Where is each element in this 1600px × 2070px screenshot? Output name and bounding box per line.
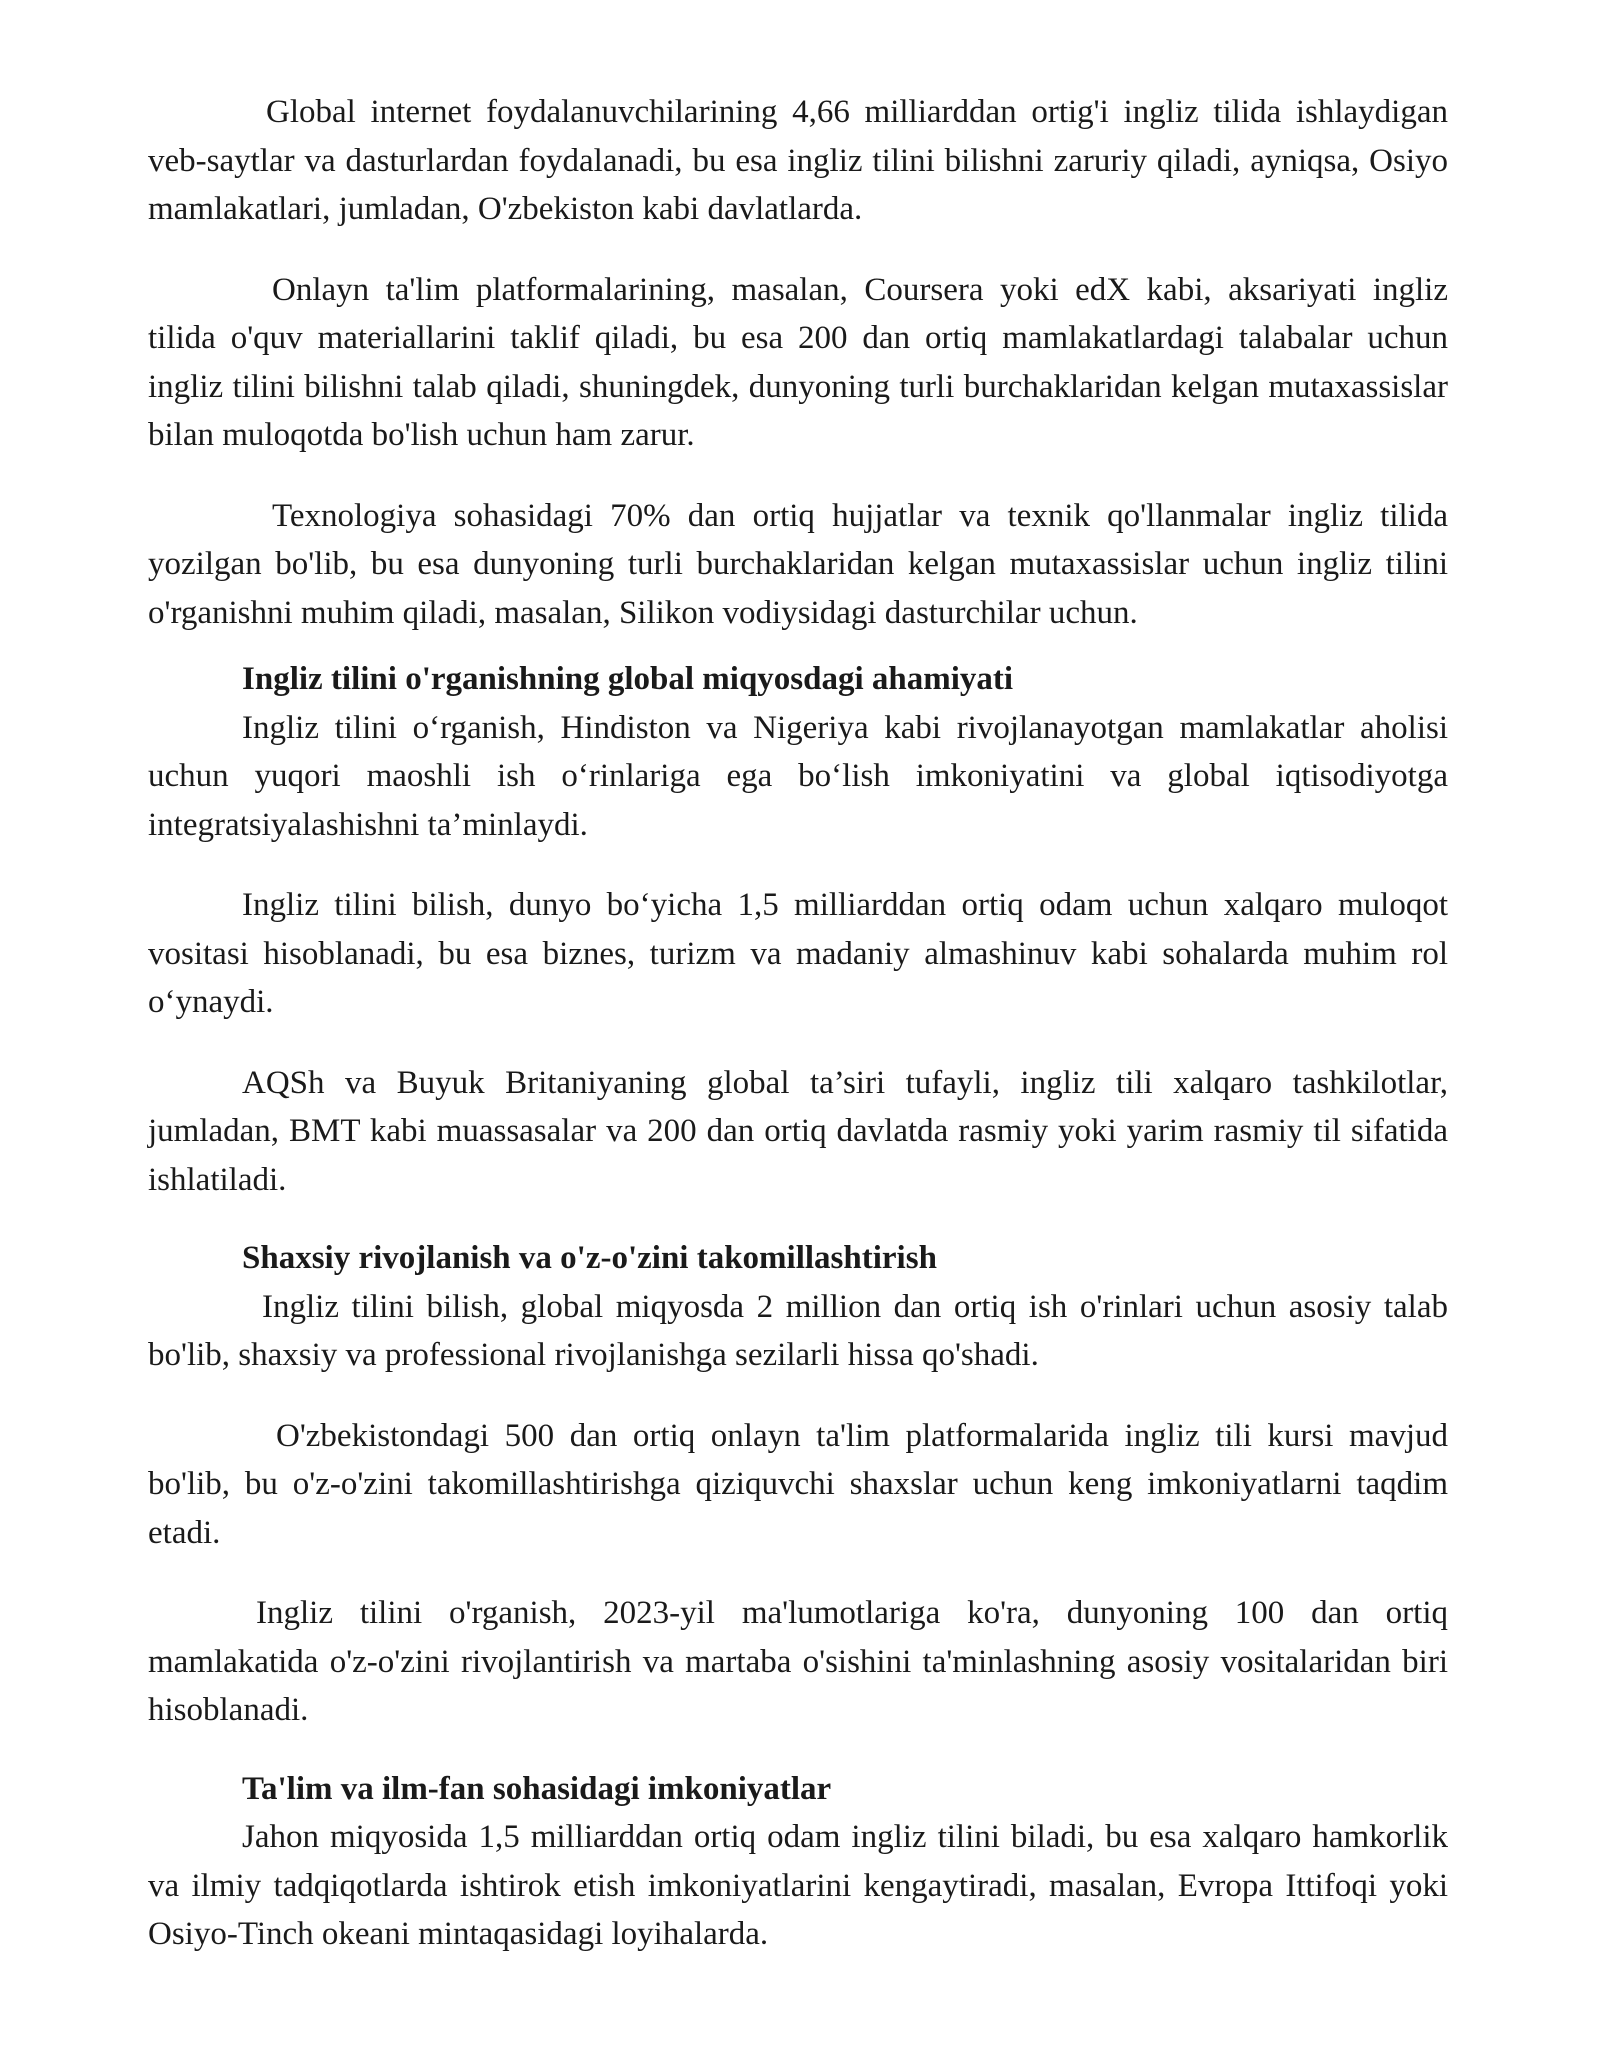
global-paragraph-3: AQSh va Buyuk Britaniyaning global ta’siri tufayli, ingliz tili xalqaro tashkilotlar, jumladan, BMT kabi muassasalar va 200 dan ortiq davlatda rasmiy yoki yarim rasmiy til sifatida ishlatiladi.: [148, 1064, 1448, 1198]
section-heading-personal: Shaxsiy rivojlanish va o'z-o'zini takomillashtirish: [242, 1240, 937, 1276]
personal-paragraph-3: Ingliz tilini o'rganish, 2023-yil ma'lumotlariga ko'ra, dunyoning 100 dan ortiq mamlakatida o'z-o'zini rivojlantirish va martaba o'sishini ta'minlashning asosiy vositalaridan biri hisoblanadi.: [148, 1595, 1448, 1728]
section-heading-global: Ingliz tilini o'rganishning global miqyosdagi ahamiyati: [242, 661, 1014, 697]
intro-paragraph-3: Texnologiya sohasidagi 70% dan ortiq hujjatlar va texnik qo'llanmalar ingliz tilida yozilgan bo'lib, bu esa dunyoning turli burchaklaridan kelgan mutaxassislar uchun ingliz tilini o'rganishni muhim qiladi, masalan, Silikon vodiysidagi dasturchilar uchun.: [148, 497, 1448, 631]
global-paragraph-2: Ingliz tilini bilish, dunyo bo‘yicha 1,5 milliarddan ortiq odam uchun xalqaro muloqot vositasi hisoblanadi, bu esa biznes, turizm va madaniy almashinuv kabi sohalarda muhim rol o‘ynaydi.: [148, 887, 1448, 1020]
document-page: [148, 88, 1448, 1959]
intro-paragraph-1: Global internet foydalanuvchilarining 4,66 milliarddan ortig'i ingliz tilida ishlaydigan veb-saytlar va dasturlardan foydalanadi, bu esa ingliz tilini bilishni zaruriy qiladi, ayniqsa, Osiyo mamlakatlari, jumladan, O'zbekiston kabi davlatlarda.: [148, 94, 1448, 227]
section-heading-education: Ta'lim va ilm-fan sohasidagi imkoniyatlar: [242, 1770, 832, 1807]
personal-paragraph-2: O'zbekistondagi 500 dan ortiq onlayn ta'lim platformalarida ingliz tili kursi mavjud bo'lib, bu o'z-o'zini takomillashtirishga qiziquvchi shaxslar uchun keng imkoniyatlarni taqdim etadi.: [148, 1417, 1448, 1551]
personal-paragraph-1: Ingliz tilini bilish, global miqyosda 2 million dan ortiq ish o'rinlari uchun asosiy talab bo'lib, shaxsiy va professional rivojlanishga sezilarli hissa qo'shadi.: [148, 1288, 1448, 1373]
intro-paragraph-2: Onlayn ta'lim platformalarining, masalan, Coursera yoki edX kabi, aksariyati ingliz tilida o'quv materiallarini taklif qiladi, bu esa 200 dan ortiq mamlakatlardagi talabalar uchun ingliz tilini bilishni talab qiladi, shuningdek, dunyoning turli burchaklaridan kelgan mutaxassislar bilan muloqotda bo'lish uchun ham zarur.: [148, 271, 1448, 453]
education-paragraph-1: Jahon miqyosida 1,5 milliarddan ortiq odam ingliz tilini biladi, bu esa xalqaro hamkorlik va ilmiy tadqiqotlarda ishtirok etish imkoniyatlarini kengaytiradi, masalan, Evropa Ittifoqi yoki Osiyo-Tinch okeani mintaqasidagi loyihalarda.: [148, 1819, 1448, 1952]
global-paragraph-1: Ingliz tilini o‘rganish, Hindiston va Nigeriya kabi rivojlanayotgan mamlakatlar aholisi uchun yuqori maoshli ish o‘rinlariga ega bo‘lish imkoniyatini va global iqtisodiyotga integratsiyalashishni ta’minlaydi.: [148, 709, 1448, 843]
